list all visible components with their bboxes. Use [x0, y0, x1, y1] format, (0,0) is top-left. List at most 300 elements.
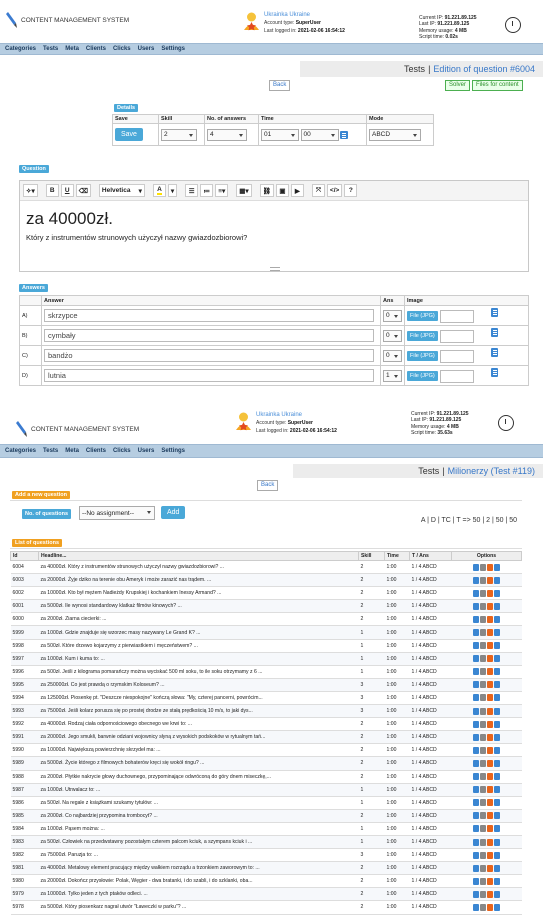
logo[interactable]	[6, 11, 129, 29]
question-skill: 2	[359, 888, 385, 901]
table-row[interactable]	[11, 875, 522, 888]
question-headline[interactable]: za 500zł. Jeśli z kilograma pomarańczy można wyciskać 500 ml soku, to ile soku otrzymamy z 6 ...	[39, 665, 359, 678]
delete-icon[interactable]	[487, 590, 493, 597]
table-row[interactable]	[11, 561, 522, 574]
divider	[10, 500, 522, 501]
delete-icon[interactable]	[487, 839, 493, 846]
delete-icon[interactable]	[487, 852, 493, 859]
answer-input[interactable]: skrzypce	[44, 309, 374, 322]
table-row[interactable]	[11, 587, 522, 600]
question-time: 1:00	[385, 835, 410, 848]
question-options	[452, 835, 522, 848]
copy-icon[interactable]	[480, 564, 486, 571]
main-nav	[0, 444, 543, 458]
calendar-icon[interactable]	[340, 131, 348, 139]
question-time: 1:00	[385, 587, 410, 600]
question-id: 5995	[11, 678, 39, 691]
align-icon[interactable]: ≡▾	[215, 184, 228, 197]
question-time: 1:00	[385, 665, 410, 678]
question-headline[interactable]: za 1000zł. Kum i kuma to: ...	[39, 652, 359, 665]
question-headline[interactable]: za 75000zł. Paruzja to: ...	[39, 849, 359, 862]
view-icon[interactable]	[473, 721, 479, 728]
question-options	[452, 888, 522, 901]
table-row[interactable]	[11, 809, 522, 822]
table-row[interactable]	[11, 901, 522, 914]
copy-icon[interactable]	[480, 642, 486, 649]
view-icon[interactable]	[473, 904, 479, 911]
file-button[interactable]: File (JPG)	[407, 371, 438, 381]
answer-row	[20, 366, 529, 386]
crumb-tests[interactable]: Tests	[404, 64, 426, 74]
col-mode: Mode	[367, 115, 434, 124]
delete-icon[interactable]	[487, 616, 493, 623]
edit-icon[interactable]	[494, 760, 500, 767]
edit-icon[interactable]	[494, 577, 500, 584]
table-row[interactable]	[11, 770, 522, 783]
edit-icon[interactable]	[494, 852, 500, 859]
ans-select[interactable]: 0	[383, 350, 402, 362]
delete-icon[interactable]	[487, 812, 493, 819]
image-icon[interactable]: ▣	[276, 184, 289, 197]
delete-icon[interactable]	[487, 642, 493, 649]
question-skill: 3	[359, 849, 385, 862]
question-headline[interactable]: za 40000zł. Metalowy element pracujący między wałkiem rozrządu a trzonkiem zaworowym to: ...	[39, 862, 359, 875]
edit-icon[interactable]	[494, 616, 500, 623]
table-icon[interactable]: ▦▾	[236, 184, 251, 197]
crumb-tests[interactable]: Tests	[418, 466, 440, 476]
question-skill: 1	[359, 835, 385, 848]
table-row[interactable]	[11, 796, 522, 809]
table-row[interactable]	[11, 718, 522, 731]
bold-icon[interactable]: B	[46, 184, 59, 197]
nav-clients[interactable]: Clients	[85, 448, 106, 454]
copy-icon[interactable]	[480, 681, 486, 688]
power-icon[interactable]	[498, 415, 514, 431]
memory: 4 MB	[446, 423, 459, 430]
question-t-ans: 1 / 4 ABCD	[410, 626, 452, 639]
delete-icon[interactable]	[487, 655, 493, 662]
view-icon[interactable]	[473, 878, 479, 885]
nav-meta[interactable]: Meta	[65, 448, 79, 454]
view-icon[interactable]	[473, 734, 479, 741]
edit-icon[interactable]	[494, 590, 500, 597]
nav-clicks[interactable]: Clicks	[112, 46, 131, 52]
table-row[interactable]	[11, 613, 522, 626]
fullscreen-icon[interactable]: ⤧	[312, 184, 325, 197]
file-input[interactable]	[440, 350, 474, 363]
view-icon[interactable]	[473, 616, 479, 623]
view-icon[interactable]	[473, 694, 479, 701]
question-skill: 2	[359, 862, 385, 875]
delete-icon[interactable]	[487, 577, 493, 584]
view-icon[interactable]	[473, 825, 479, 832]
view-icon[interactable]	[473, 812, 479, 819]
question-skill: 2	[359, 770, 385, 783]
question-time: 1:00	[385, 875, 410, 888]
table-row[interactable]	[11, 731, 522, 744]
time-minutes-select[interactable]: 01	[261, 129, 299, 141]
question-headline[interactable]: za 20000zł. Jego smukłi, barwnie odziani wojownicy słyną z wysokich podskoków w rytualnym tań...	[39, 731, 359, 744]
file-button[interactable]: File (JPG)	[407, 311, 438, 321]
nav-categories[interactable]: Categories	[5, 46, 37, 52]
copy-icon[interactable]	[480, 629, 486, 636]
copy-icon[interactable]	[480, 891, 486, 898]
question-headline[interactable]: za 1000zł. Gdzie znajduje się wzorzec masy nazywany Le Grand K? ...	[39, 626, 359, 639]
files-for-content-button[interactable]: Files for content	[472, 80, 523, 91]
nav-users[interactable]: Users	[137, 448, 155, 454]
questions-body	[11, 561, 522, 915]
question-headline[interactable]: za 2000zł. Płytkie nakrycie głowy duchownego, przypominające odwróconą do góry dnem miseczkę,...	[39, 770, 359, 783]
nav-meta[interactable]: Meta	[65, 46, 79, 52]
crumb-current[interactable]: Edition of question #6004	[433, 64, 535, 74]
question-headline[interactable]: za 2000zł. Ziarna ciecierki: ...	[39, 613, 359, 626]
ans-select[interactable]: 0	[383, 330, 402, 342]
copy-icon[interactable]	[480, 655, 486, 662]
question-headline[interactable]: za 1000zł. Utrwalacz to: ...	[39, 783, 359, 796]
view-icon[interactable]	[473, 799, 479, 806]
delete-icon[interactable]	[487, 786, 493, 793]
view-icon[interactable]	[473, 590, 479, 597]
copy-icon[interactable]	[480, 865, 486, 872]
copy-icon[interactable]	[480, 878, 486, 885]
question-headline[interactable]: za 10000zł. Tylko jeden z tych ptaków odleci. ...	[39, 888, 359, 901]
question-options	[452, 757, 522, 770]
question-id: 6001	[11, 600, 39, 613]
view-icon[interactable]	[473, 760, 479, 767]
edit-icon[interactable]	[494, 773, 500, 780]
pencil-icon	[6, 11, 18, 29]
question-t-ans: 1 / 4 ABCD	[410, 574, 452, 587]
logo-text: CONTENT MANAGEMENT SYSTEM	[21, 16, 130, 24]
edit-icon[interactable]	[494, 603, 500, 610]
delete-icon[interactable]	[487, 904, 493, 911]
table-row[interactable]	[11, 757, 522, 770]
edit-icon[interactable]	[494, 721, 500, 728]
edit-icon[interactable]	[494, 734, 500, 741]
skill-select[interactable]: 2	[161, 129, 197, 141]
main-nav	[0, 43, 543, 55]
view-icon[interactable]	[473, 577, 479, 584]
question-headline[interactable]: za 40000zł. Który z instrumentów strunowych użyczył nazwy gwiazdozbiorowi? ...	[39, 561, 359, 574]
num-answers-select[interactable]: 4	[207, 129, 247, 141]
question-headline[interactable]: za 500zł. Człowiek na przedwstawny pozostałym czterem palcom kciuk, a szympans kciuk i ...	[39, 835, 359, 848]
copy-icon[interactable]	[480, 616, 486, 623]
delete-icon[interactable]	[487, 564, 493, 571]
save-button[interactable]: Save	[115, 128, 143, 141]
question-skill: 1	[359, 652, 385, 665]
question-id: 5998	[11, 639, 39, 652]
question-headline[interactable]: za 75000zł. Jeśli kolarz porusza się po prostej drodze ze stałą prędkością 10 m/s, to jaki dys...	[39, 705, 359, 718]
question-headline[interactable]: za 125000zł. Piosenkę pt. "Deszcze niespokojne" kończą słowa: "My, czterej pancerni, powrócim...	[39, 691, 359, 704]
question-options	[452, 613, 522, 626]
copy-icon[interactable]	[480, 812, 486, 819]
table-row[interactable]	[11, 744, 522, 757]
ans-select[interactable]: 0	[383, 310, 402, 322]
edit-icon[interactable]	[494, 668, 500, 675]
delete-icon[interactable]	[487, 825, 493, 832]
table-row[interactable]	[11, 574, 522, 587]
font-select[interactable]: Helvetica ▾	[99, 184, 145, 197]
question-skill: 2	[359, 600, 385, 613]
edit-icon[interactable]	[494, 812, 500, 819]
question-headline[interactable]: za 5000zł. Który piosenkarz nagrał utwór "Ławeczki w parku"? ...	[39, 901, 359, 914]
table-row[interactable]	[11, 600, 522, 613]
view-icon[interactable]	[473, 773, 479, 780]
question-headline[interactable]: za 20000zł. Dokończ przysłowie: Polak, Węgier - dwa bratanki, i do szabli, i do szklanki, oba...	[39, 875, 359, 888]
magic-wand-icon[interactable]: ✧▾	[23, 184, 38, 197]
delete-icon[interactable]	[487, 799, 493, 806]
view-icon[interactable]	[473, 681, 479, 688]
nav-settings[interactable]: Settings	[161, 448, 185, 454]
copy-icon[interactable]	[480, 708, 486, 715]
delete-icon[interactable]	[487, 878, 493, 885]
question-headline[interactable]: za 40000zł. Rodzaj ciała odpornościowego obecnego we krwi to: ...	[39, 718, 359, 731]
question-skill: 2	[359, 561, 385, 574]
delete-icon[interactable]	[487, 629, 493, 636]
table-row[interactable]	[11, 862, 522, 875]
delete-icon[interactable]	[487, 694, 493, 701]
edit-icon[interactable]	[494, 694, 500, 701]
question-editor[interactable]	[19, 180, 529, 272]
nav-clients[interactable]: Clients	[85, 46, 106, 52]
ans-select[interactable]: 1	[383, 370, 402, 382]
question-time: 1:00	[385, 783, 410, 796]
time-seconds-select[interactable]: 00	[301, 129, 339, 141]
copy-icon[interactable]	[480, 825, 486, 832]
copy-icon[interactable]	[480, 577, 486, 584]
memory-label: Memory usage:	[411, 423, 446, 430]
delete-icon[interactable]	[487, 668, 493, 675]
question-id: 5997	[11, 652, 39, 665]
view-icon[interactable]	[473, 865, 479, 872]
question-headline[interactable]: za 5000zł. Życie którego z filmowych bohaterów kręci się wokół ringu? ...	[39, 757, 359, 770]
question-id: 5992	[11, 718, 39, 731]
nav-tests[interactable]: Tests	[43, 46, 59, 52]
delete-icon[interactable]	[487, 747, 493, 754]
question-options	[452, 809, 522, 822]
editor-toolbar	[20, 181, 528, 201]
add-question-tag: Add a new question	[12, 491, 70, 499]
table-row[interactable]	[11, 822, 522, 835]
question-skill: 3	[359, 678, 385, 691]
question-t-ans: 1 / 4 ABCD	[410, 705, 452, 718]
details-tag: Details	[114, 104, 138, 112]
answer-input[interactable]: lutnia	[44, 369, 374, 382]
copy-icon[interactable]	[480, 590, 486, 597]
edit-icon[interactable]	[494, 904, 500, 911]
view-icon[interactable]	[473, 786, 479, 793]
question-time: 1:00	[385, 705, 410, 718]
answer-input[interactable]: cymbały	[44, 329, 374, 342]
screen-edit-question	[0, 0, 543, 395]
question-t-ans: 1 / 4 ABCD	[410, 613, 452, 626]
edit-icon[interactable]	[494, 747, 500, 754]
document-icon[interactable]	[491, 328, 498, 337]
copy-icon[interactable]	[480, 852, 486, 859]
question-headline[interactable]: za 250000zł. Co jest prawdą o rzymskim Koloseum? ...	[39, 678, 359, 691]
copy-icon[interactable]	[480, 747, 486, 754]
question-headline[interactable]: za 20000zł. Żyje dziko na terenie obu Ameryk i może zarazić nas trądem. ...	[39, 574, 359, 587]
table-row[interactable]	[11, 626, 522, 639]
question-skill: 2	[359, 875, 385, 888]
help-icon[interactable]: ?	[344, 184, 357, 197]
delete-icon[interactable]	[487, 708, 493, 715]
view-icon[interactable]	[473, 629, 479, 636]
filter-summary[interactable]: A | D | TC | T => 50 | 2 | 50 | 50	[420, 517, 517, 524]
view-icon[interactable]	[473, 852, 479, 859]
question-time: 1:00	[385, 639, 410, 652]
user-name[interactable]: Ukrainka Ukraine	[256, 412, 303, 418]
question-skill: 1	[359, 796, 385, 809]
edit-icon[interactable]	[494, 799, 500, 806]
table-row[interactable]	[11, 783, 522, 796]
edit-icon[interactable]	[494, 891, 500, 898]
question-t-ans: 1 / 4 ABCD	[410, 822, 452, 835]
edit-icon[interactable]	[494, 642, 500, 649]
copy-icon[interactable]	[480, 721, 486, 728]
edit-icon[interactable]	[494, 878, 500, 885]
view-icon[interactable]	[473, 668, 479, 675]
crumb-current[interactable]: Milionerzy (Test #119)	[447, 466, 535, 476]
text-color-icon[interactable]: A	[153, 184, 166, 197]
eraser-icon[interactable]: ⌫	[76, 184, 91, 197]
question-headline[interactable]: za 10000zł. Kto był mężem Nadieżdy Krupskiej i kochankiem Inessy Armand? ...	[39, 587, 359, 600]
question-time: 1:00	[385, 770, 410, 783]
table-row[interactable]	[11, 849, 522, 862]
table-row[interactable]	[11, 835, 522, 848]
file-button[interactable]: File (JPG)	[407, 351, 438, 361]
nav-clicks[interactable]: Clicks	[112, 448, 131, 454]
mode-select[interactable]: ABCD	[369, 129, 421, 141]
question-headline[interactable]: za 10000zł. Największą powierzchnię skrzydeł ma: ...	[39, 744, 359, 757]
view-icon[interactable]	[473, 891, 479, 898]
question-t-ans: 1 / 4 ABCD	[410, 849, 452, 862]
question-id: 5978	[11, 901, 39, 914]
question-headline[interactable]: za 500zł. Które drzewo kojarzymy z pierwiastkiem i męczeństwem? ...	[39, 639, 359, 652]
question-t-ans: 1 / 4 ABCD	[410, 652, 452, 665]
copy-icon[interactable]	[480, 694, 486, 701]
question-headline[interactable]: za 500zł. Na regale z książkami szukamy tytułów: ...	[39, 796, 359, 809]
nav-categories[interactable]: Categories	[5, 448, 37, 454]
table-row[interactable]	[11, 705, 522, 718]
pencil-icon	[16, 420, 28, 438]
no-questions-label: No. of questions	[22, 509, 71, 519]
view-icon[interactable]	[473, 747, 479, 754]
document-icon[interactable]	[491, 368, 498, 377]
question-t-ans: 1 / 4 ABCD	[410, 757, 452, 770]
edit-icon[interactable]	[494, 564, 500, 571]
copy-icon[interactable]	[480, 734, 486, 741]
add-button[interactable]: Add	[161, 506, 185, 519]
copy-icon[interactable]	[480, 668, 486, 675]
ordered-list-icon[interactable]: ≔	[200, 184, 213, 197]
solver-button[interactable]: Solver	[445, 80, 470, 91]
answer-input[interactable]: bandżo	[44, 349, 374, 362]
question-id: 5990	[11, 744, 39, 757]
table-row[interactable]	[11, 678, 522, 691]
edit-icon[interactable]	[494, 681, 500, 688]
edit-icon[interactable]	[494, 655, 500, 662]
edit-icon[interactable]	[494, 786, 500, 793]
question-skill: 2	[359, 744, 385, 757]
edit-icon[interactable]	[494, 708, 500, 715]
resize-handle[interactable]	[270, 267, 280, 271]
current-ip: 91.221.89.125	[436, 411, 469, 417]
delete-icon[interactable]	[487, 773, 493, 780]
copy-icon[interactable]	[480, 786, 486, 793]
assignment-select[interactable]: --No assignment--	[79, 506, 155, 520]
edit-icon[interactable]	[494, 839, 500, 846]
copy-icon[interactable]	[480, 904, 486, 911]
unordered-list-icon[interactable]: ☰	[185, 184, 198, 197]
file-input[interactable]	[440, 370, 474, 383]
back-button[interactable]: Back	[269, 80, 290, 91]
delete-icon[interactable]	[487, 721, 493, 728]
table-row[interactable]	[11, 691, 522, 704]
question-headline[interactable]: za 1000zł. Pąsem można: ...	[39, 822, 359, 835]
back-button[interactable]: Back	[257, 480, 278, 491]
question-t-ans: 1 / 4 ABCD	[410, 744, 452, 757]
copy-icon[interactable]	[480, 839, 486, 846]
copy-icon[interactable]	[480, 799, 486, 806]
nav-users[interactable]: Users	[137, 46, 155, 52]
logo[interactable]	[16, 420, 139, 438]
delete-icon[interactable]	[487, 681, 493, 688]
color-dropdown-icon[interactable]: ▾	[168, 184, 177, 197]
delete-icon[interactable]	[487, 865, 493, 872]
file-input[interactable]	[440, 310, 474, 323]
power-icon[interactable]	[505, 17, 521, 33]
file-button[interactable]: File (JPG)	[407, 331, 438, 341]
underline-icon[interactable]: U	[61, 184, 74, 197]
user-panel	[235, 412, 337, 435]
document-icon[interactable]	[491, 308, 498, 317]
file-input[interactable]	[440, 330, 474, 343]
question-headline[interactable]: za 5000zł. Ile wynosi standardowy klatkaż filmów kinowych? ...	[39, 600, 359, 613]
table-row[interactable]	[11, 652, 522, 665]
table-row[interactable]	[11, 888, 522, 901]
code-view-icon[interactable]: </>	[327, 184, 342, 197]
copy-icon[interactable]	[480, 773, 486, 780]
question-time: 1:00	[385, 796, 410, 809]
copy-icon[interactable]	[480, 603, 486, 610]
copy-icon[interactable]	[480, 760, 486, 767]
video-icon[interactable]: ▶	[291, 184, 304, 197]
view-icon[interactable]	[473, 708, 479, 715]
nav-settings[interactable]: Settings	[161, 46, 185, 52]
table-row[interactable]	[11, 639, 522, 652]
edit-icon[interactable]	[494, 865, 500, 872]
question-headline[interactable]: za 2000zł. Co najbardziej przypomina trombocyt? ...	[39, 809, 359, 822]
table-row[interactable]	[11, 665, 522, 678]
delete-icon[interactable]	[487, 760, 493, 767]
edit-icon[interactable]	[494, 629, 500, 636]
view-icon[interactable]	[473, 655, 479, 662]
document-icon[interactable]	[491, 348, 498, 357]
view-icon[interactable]	[473, 603, 479, 610]
delete-icon[interactable]	[487, 734, 493, 741]
user-name[interactable]: Ukrainka Ukraine	[264, 12, 311, 18]
delete-icon[interactable]	[487, 891, 493, 898]
user-avatar-icon	[243, 12, 260, 31]
view-icon[interactable]	[473, 564, 479, 571]
delete-icon[interactable]	[487, 603, 493, 610]
view-icon[interactable]	[473, 642, 479, 649]
edit-icon[interactable]	[494, 825, 500, 832]
view-icon[interactable]	[473, 839, 479, 846]
link-icon[interactable]: ⛓	[260, 184, 274, 197]
nav-tests[interactable]: Tests	[43, 448, 59, 454]
